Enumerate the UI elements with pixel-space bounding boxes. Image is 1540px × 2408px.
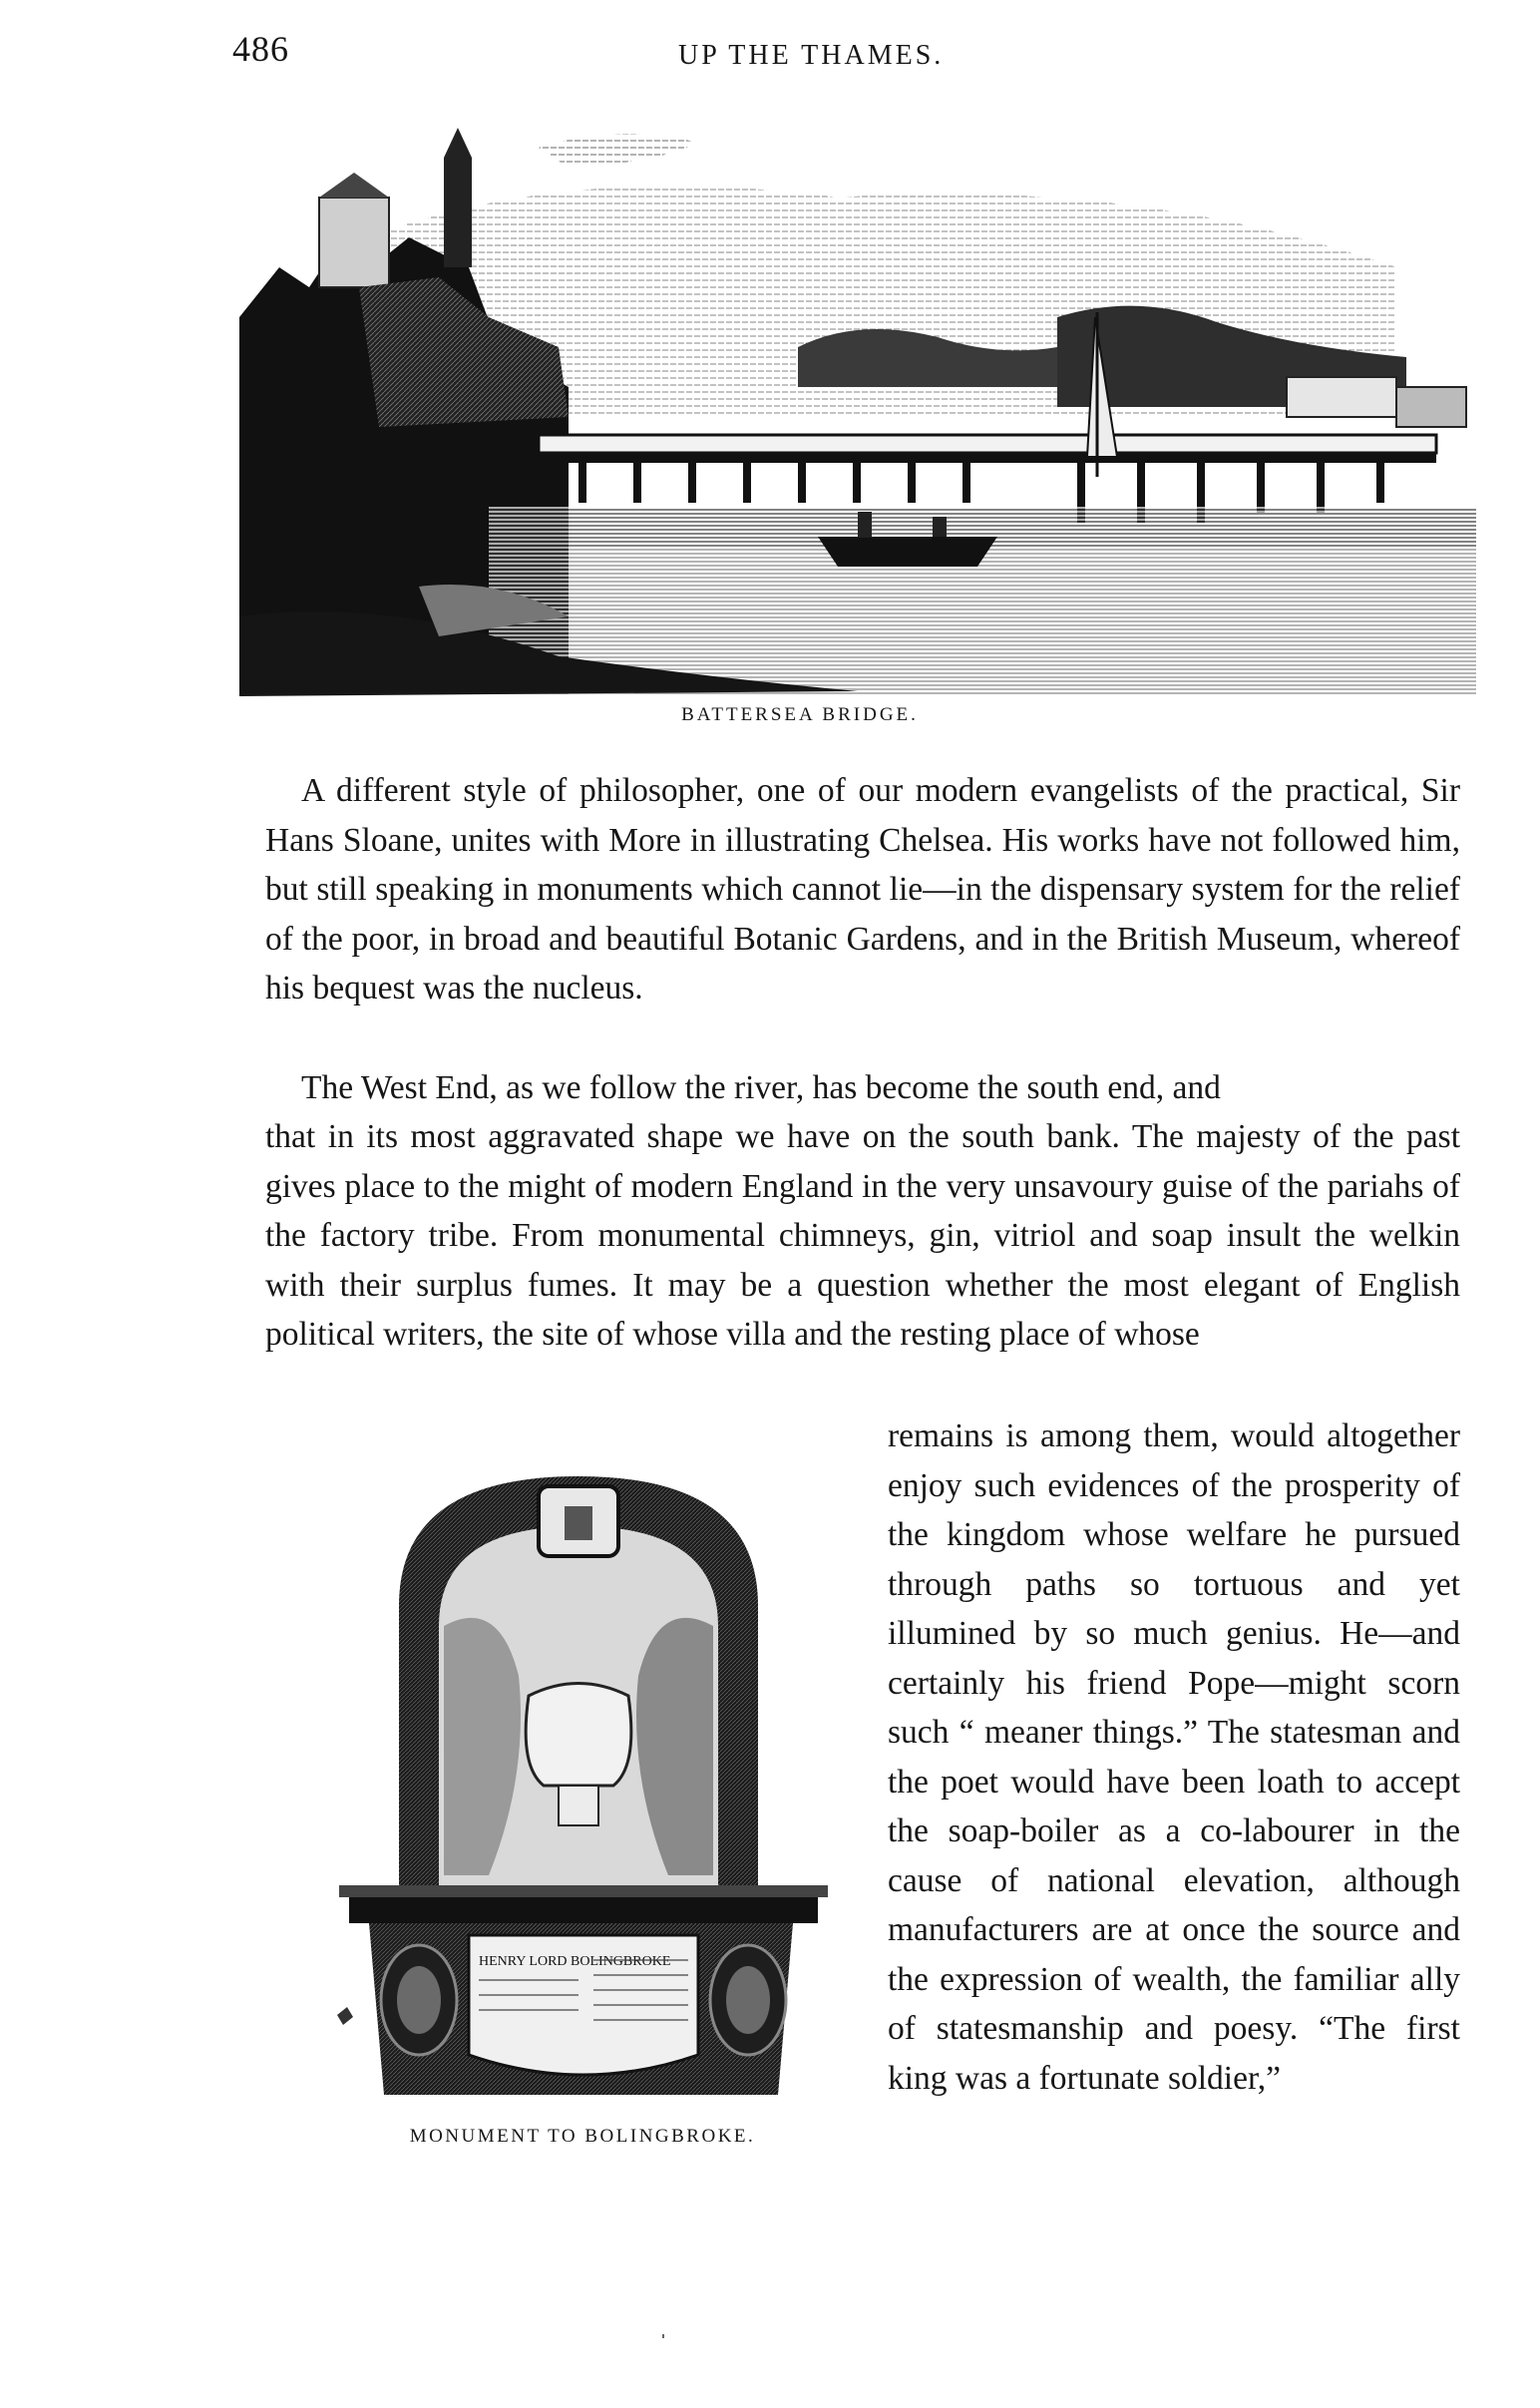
page-number: 486 xyxy=(232,29,289,69)
bolingbroke-monument-engraving xyxy=(329,1456,833,2105)
paragraph-west-end-body: that in its most aggravated shape we have on the south bank. The majesty of the past gives place to the might of modern England in the very unsavoury guise of the pariahs of the factory tribe. From monumental chimneys, gin, vitriol and soap insult the welkin with their surplus fumes. It may be a question whether the most elegant of English political writers, the site of whose villa and the resting place of whose xyxy=(265,1118,1460,1353)
paragraph-west-end-lead: The West End, as we follow the river, has become the south end, and xyxy=(301,1069,1221,1106)
battersea-bridge-caption: BATTERSEA BRIDGE. xyxy=(681,704,919,725)
monument-inscription-text: HENRY LORD BOLINGBROKE xyxy=(479,1954,671,1969)
battersea-bridge-engraving xyxy=(239,118,1476,696)
paragraph-sloane: A different style of philosopher, one of our modern evangelists of the practical, Sir Hans Sloane, unites with More in illustrating Chelsea. His works have not followed him, but still speaking in monuments which cannot lie—in the dispensary system for the relief of the poor, in broad and beautiful Botanic Gardens, and in the British Museum, whereof his bequest was the nucleus. xyxy=(265,772,1460,1006)
paragraph-west-end-column: remains is among them, would altogether enjoy such evidences of the prosperity of the kingdom whose welfare he pursued through paths so tortuous and yet illumined by so much genius. He—and certainly his friend Pope—might scorn such “ meaner things.” The statesman and the poet would have been loath to accept the soap-boiler as a co-labourer in the cause of national elevation, although manufacturers are at once the source and the expression of wealth, the familiar ally of statesmanship and poesy. “The first king was a fortunate soldier,” xyxy=(888,1417,1460,2097)
running-title: UP THE THAMES. xyxy=(678,40,945,71)
bolingbroke-monument-caption: MONUMENT TO BOLINGBROKE. xyxy=(409,2126,756,2147)
stray-mark xyxy=(662,2334,664,2338)
